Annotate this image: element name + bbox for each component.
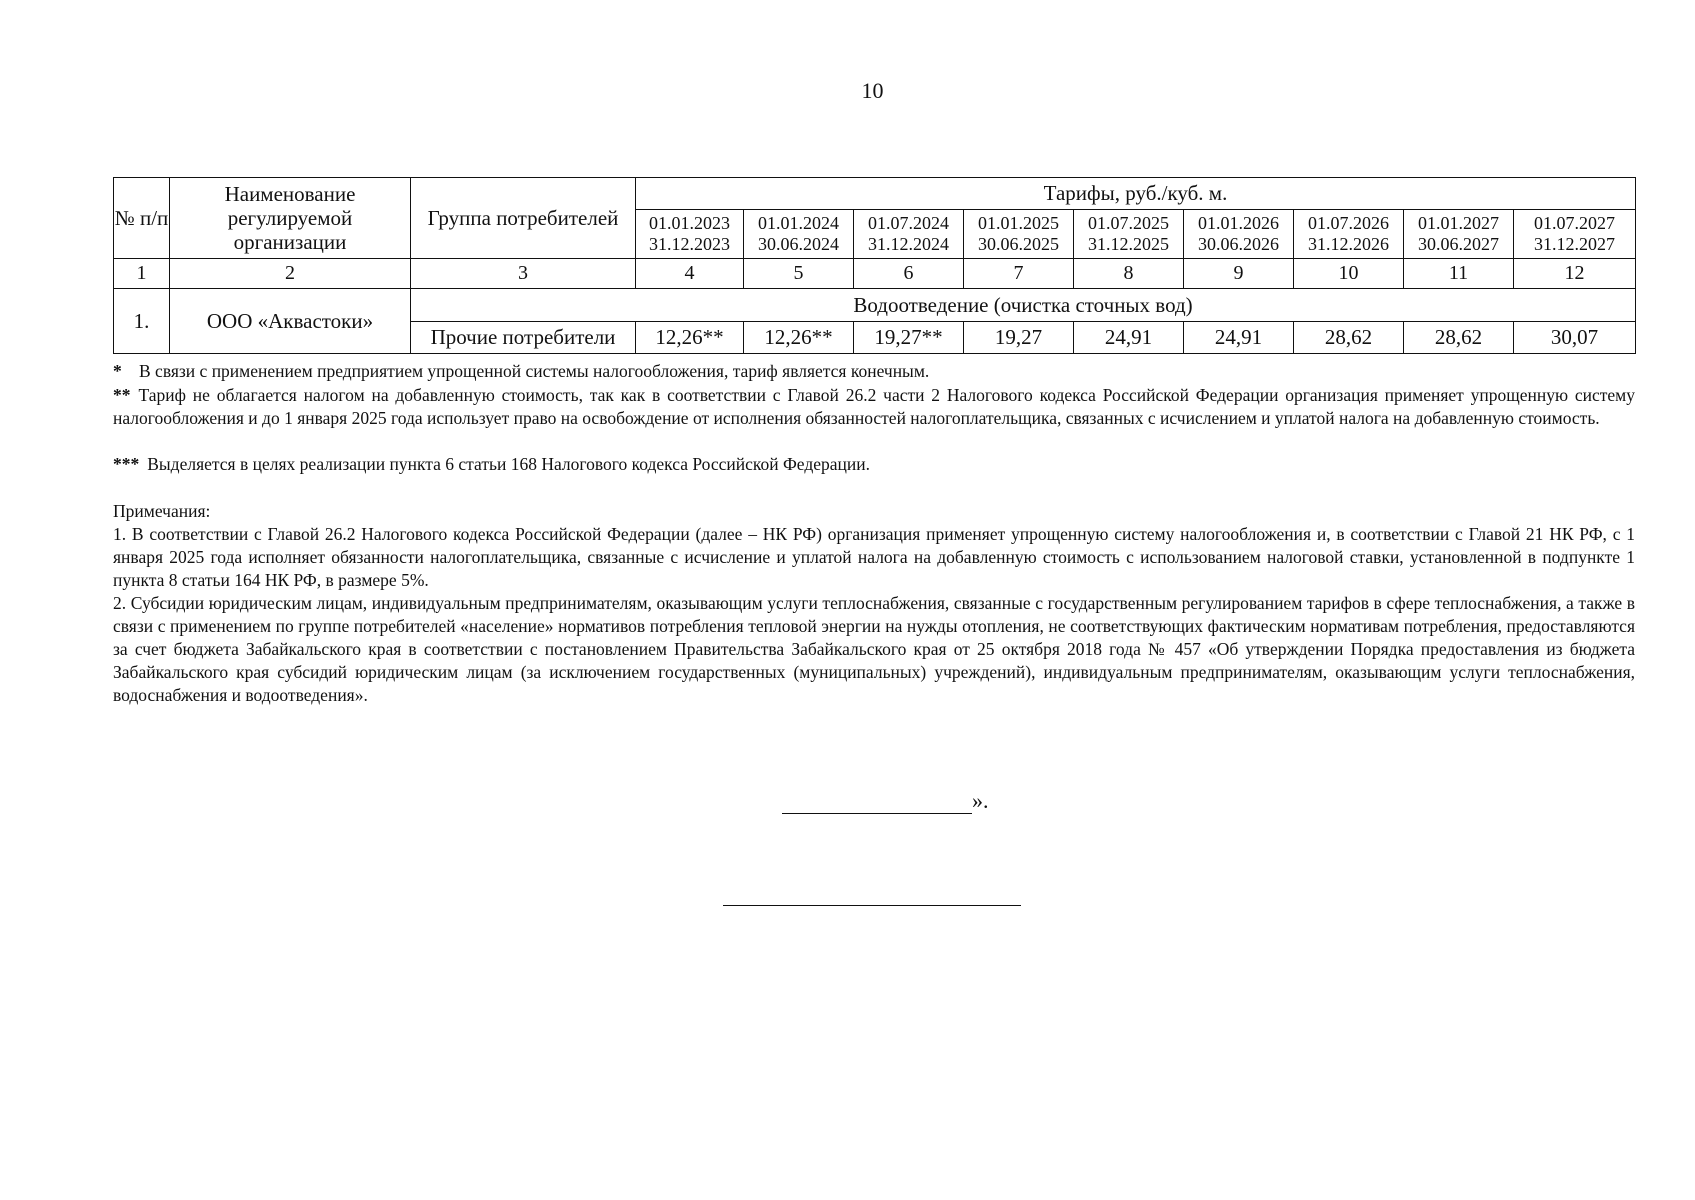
row-num: 1. (114, 289, 170, 354)
period-from: 01.07.2026 (1308, 213, 1389, 234)
column-index: 10 (1294, 259, 1404, 289)
footnote-2-mark: ** (113, 385, 131, 405)
consumer-group: Прочие потребители (411, 322, 636, 354)
column-index: 9 (1184, 259, 1294, 289)
tariff-table (113, 177, 1636, 354)
closing-quote (782, 788, 989, 814)
footnote-3-mark: *** (113, 454, 140, 474)
period-to: 31.12.2025 (1088, 234, 1169, 254)
closing-mark: ». (972, 788, 989, 813)
service-category: Водоотведение (очистка сточных вод) (411, 289, 1636, 322)
header-tariffs: Тарифы, руб./куб. м. (636, 178, 1636, 210)
period-from: 01.07.2027 (1534, 213, 1615, 234)
period-from: 01.01.2023 (649, 213, 730, 234)
column-index: 6 (854, 259, 964, 289)
header-group: Группа потребителей (411, 178, 636, 259)
tariff-value: 19,27** (854, 322, 964, 354)
tariff-value: 12,26** (744, 322, 854, 354)
tariff-value: 30,07 (1514, 322, 1636, 354)
period-to: 30.06.2024 (758, 234, 839, 254)
period-cell (1404, 210, 1514, 259)
page-number: 10 (861, 78, 884, 103)
footnote-3 (113, 453, 1635, 476)
period-from: 01.01.2025 (978, 213, 1059, 234)
period-to: 31.12.2026 (1308, 234, 1389, 254)
org-name: ООО «Аквастоки» (170, 289, 411, 354)
notes-title: Примечания: (113, 501, 211, 521)
period-cell (854, 210, 964, 259)
notes-section (113, 500, 1635, 707)
period-cell (744, 210, 854, 259)
period-cell (1514, 210, 1636, 259)
footnote-3-text: Выделяется в целях реализации пункта 6 статьи 168 Налогового кодекса Российской Федерации. (147, 454, 871, 474)
column-index: 4 (636, 259, 744, 289)
footnote-1-text: В связи с применением предприятием упрощенной системы налогообложения, тариф является конечным. (139, 361, 930, 381)
tariff-value: 28,62 (1294, 322, 1404, 354)
column-index: 7 (964, 259, 1074, 289)
note-1: 1. В соответствии с Главой 26.2 Налогового кодекса Российской Федерации (далее – НК РФ) организация применяет упрощенную систему налогообложения и, в соответствии с Главой 21 НК РФ, с 1 января 2025 года исполняет обязанности налогоплательщика, связанные с исчисление и уплатой налога на добавленную стоимость с использованием налоговой ставки, установленной в подпункте 1 пункта 8 статьи 164 НК РФ, в размере 5%. (113, 524, 1635, 590)
period-from: 01.07.2025 (1088, 213, 1169, 234)
end-rule (723, 905, 1021, 906)
period-to: 31.12.2027 (1534, 234, 1615, 254)
period-to: 31.12.2024 (868, 234, 949, 254)
period-cell (964, 210, 1074, 259)
column-index: 1 (114, 259, 170, 289)
period-cell (1074, 210, 1184, 259)
column-index: 2 (170, 259, 411, 289)
period-cell (1294, 210, 1404, 259)
period-to: 30.06.2025 (978, 234, 1059, 254)
tariff-value: 12,26** (636, 322, 744, 354)
footnote-1-mark: * (113, 361, 122, 381)
period-from: 01.01.2027 (1418, 213, 1499, 234)
period-to: 30.06.2027 (1418, 234, 1499, 254)
column-index: 5 (744, 259, 854, 289)
header-num: № п/п (114, 178, 170, 259)
blank-line (782, 793, 972, 814)
period-to: 31.12.2023 (649, 234, 730, 254)
column-index: 8 (1074, 259, 1184, 289)
period-from: 01.07.2024 (868, 213, 949, 234)
tariff-value: 24,91 (1184, 322, 1294, 354)
column-index: 11 (1404, 259, 1514, 289)
period-from: 01.01.2026 (1198, 213, 1279, 234)
footnote-1 (113, 360, 1635, 383)
period-from: 01.01.2024 (758, 213, 839, 234)
tariff-value: 28,62 (1404, 322, 1514, 354)
note-2: 2. Субсидии юридическим лицам, индивидуальным предпринимателям, оказывающим услуги теплоснабжения, связанные с государственным регулированием тарифов в сфере теплоснабжения, а также в связи с применением по группе потребителей «население» нормативов потребления тепловой энергии на нужды отопления, не соответствующих фактическим нормативам потребления, предоставляются за счет бюджета Забайкальского края в соответствии с постановлением Правительства Забайкальского края от 25 октября 2018 года № 457 «Об утверждении Порядка предоставления из бюджета Забайкальского края субсидий юридическим лицам (за исключением государственных (муниципальных) учреждений), индивидуальным предпринимателям, оказывающим услуги теплоснабжения, водоснабжения и водоотведения». (113, 593, 1635, 705)
column-index: 12 (1514, 259, 1636, 289)
period-cell (1184, 210, 1294, 259)
tariff-value: 19,27 (964, 322, 1074, 354)
column-index: 3 (411, 259, 636, 289)
tariff-value: 24,91 (1074, 322, 1184, 354)
period-cell (636, 210, 744, 259)
period-to: 30.06.2026 (1198, 234, 1279, 254)
footnote-2 (113, 384, 1635, 430)
footnote-2-text: Тариф не облагается налогом на добавленную стоимость, так как в соответствии с Главой 26.2 части 2 Налогового кодекса Российской Федерации организация применяет упрощенную систему налогообложения и до 1 января 2025 года использует право на освобождение от исполнения обязанностей налогоплательщика, связанных с исчислением и уплатой налога на добавленную стоимость. (113, 385, 1635, 428)
header-org-name: Наименование регулируемой организации (170, 178, 411, 259)
